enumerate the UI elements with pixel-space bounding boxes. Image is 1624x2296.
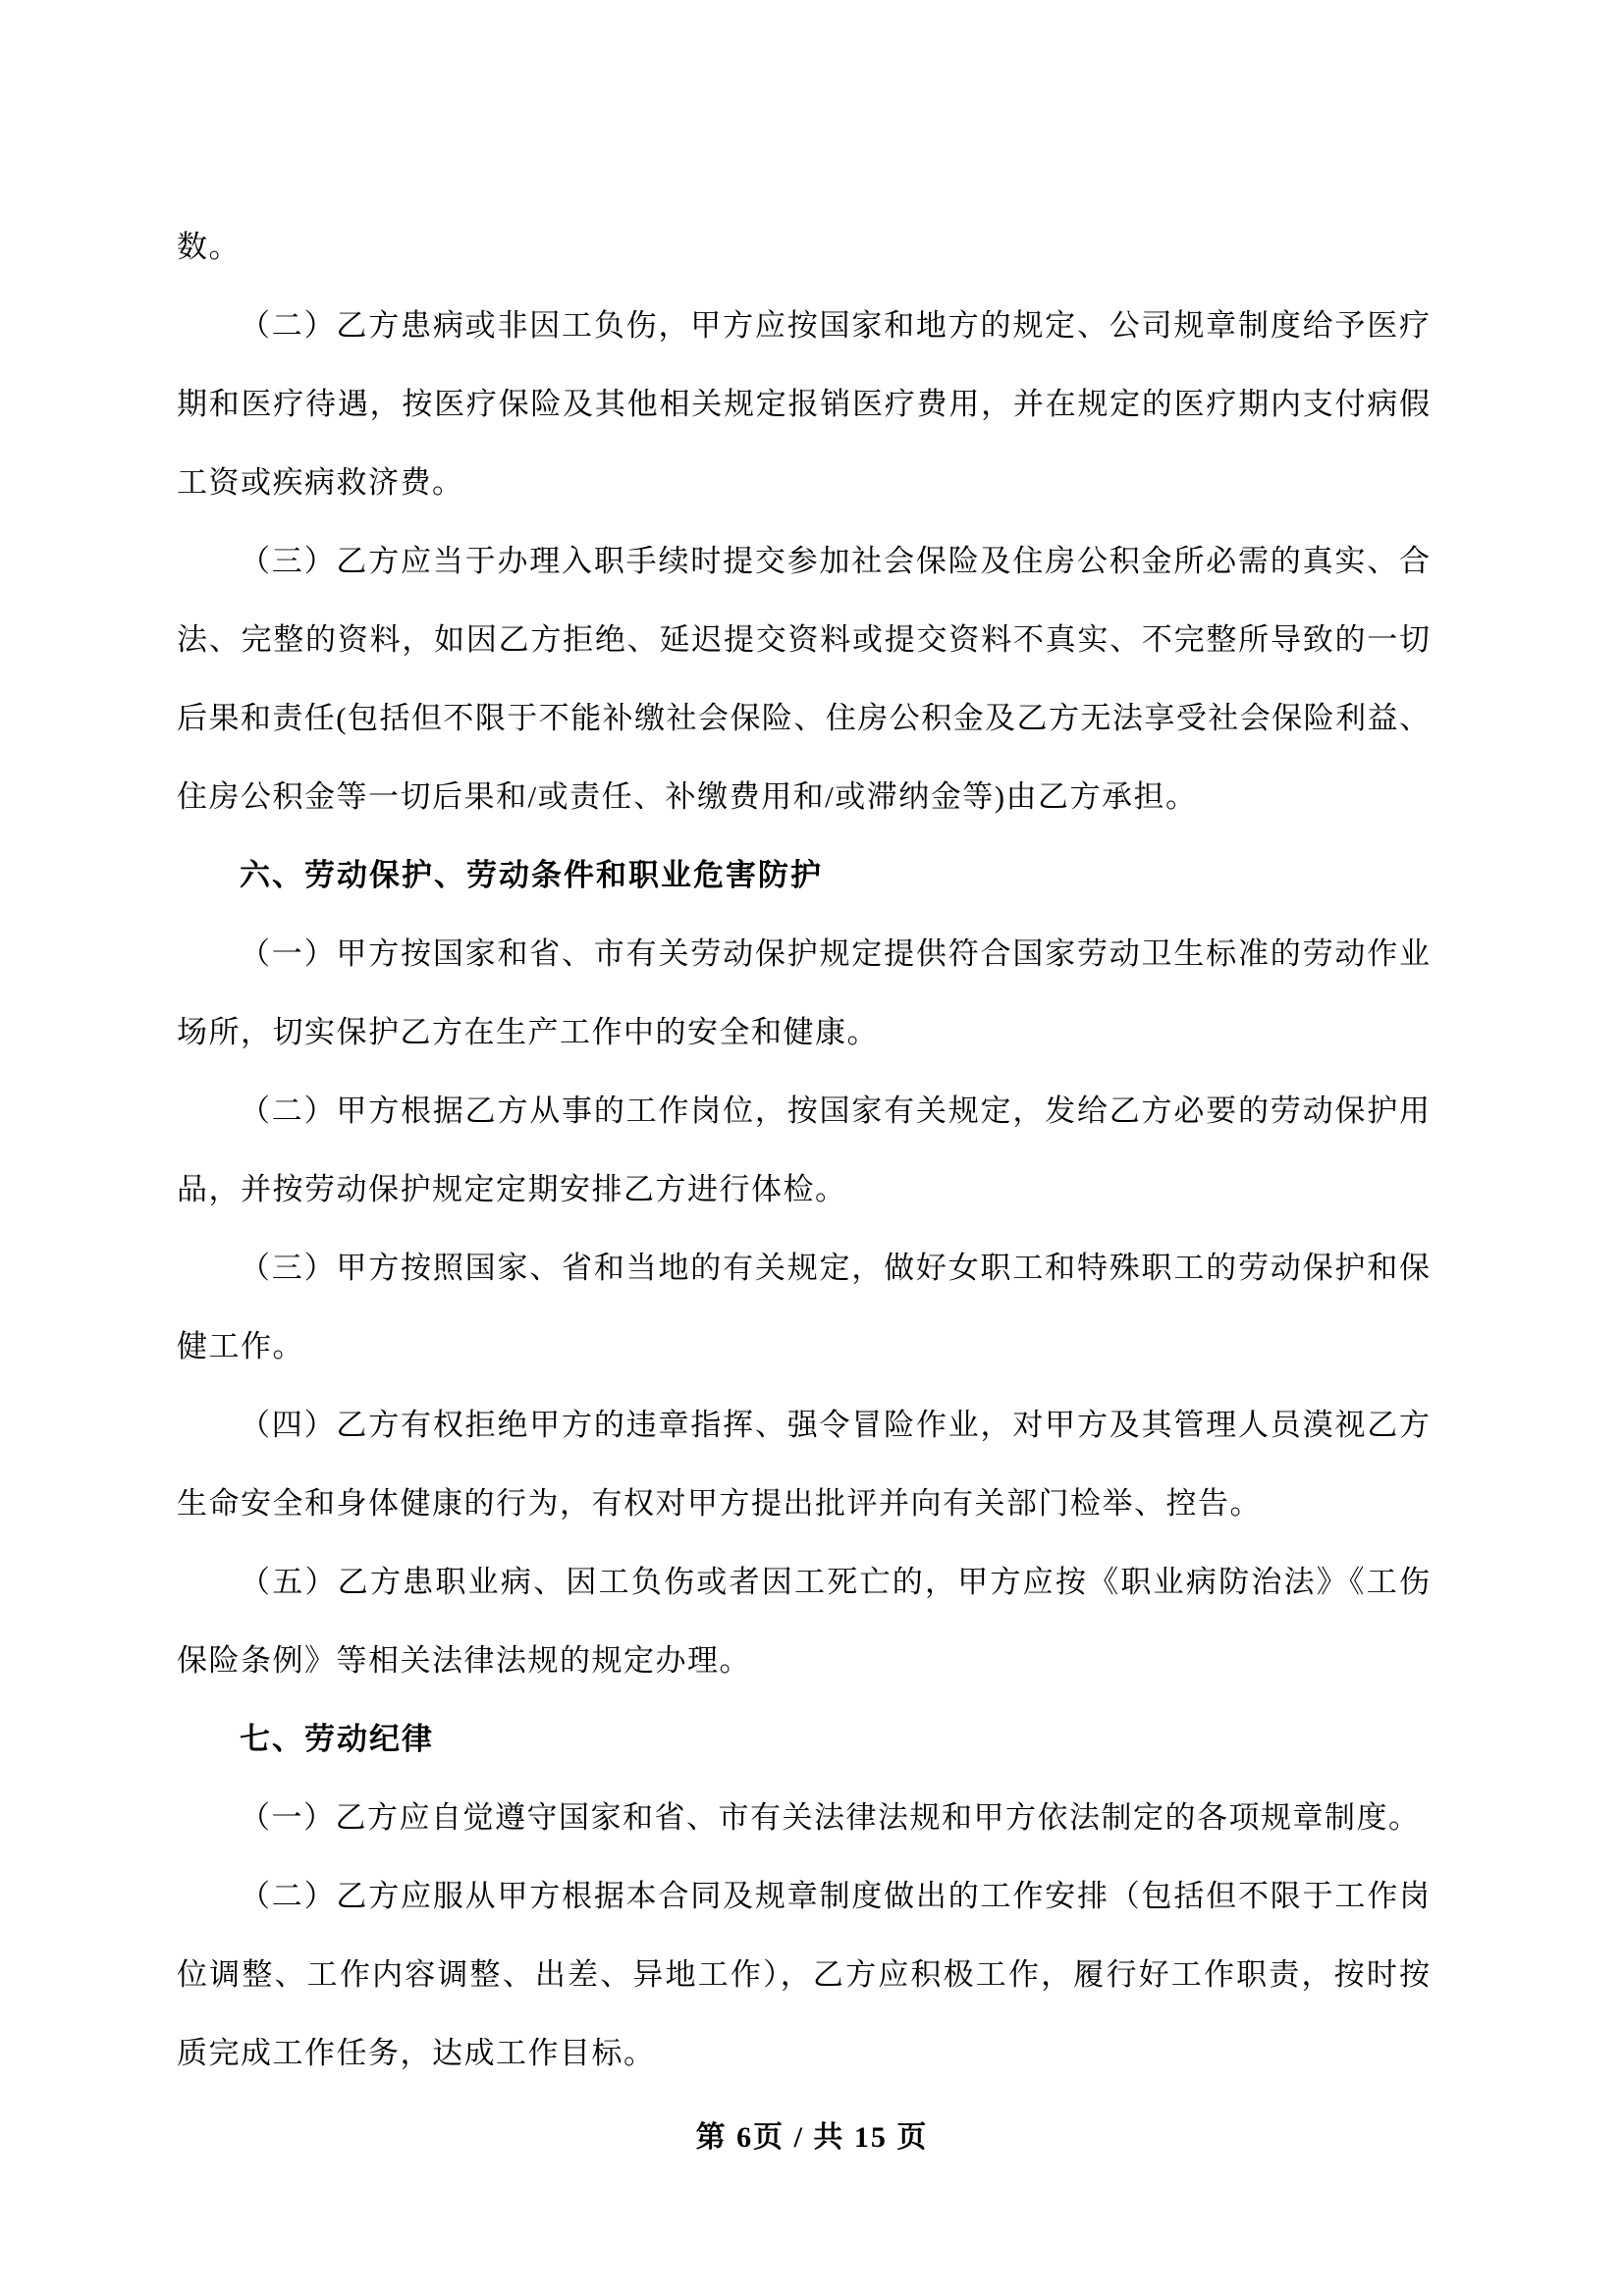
paragraph-line: （三）乙方应当于办理入职手续时提交参加社会保险及住房公积金所必需的真实、合 xyxy=(240,544,1430,578)
paragraph-line: 住房公积金等一切后果和/或责任、补缴费用和/或滞纳金等)由乙方承担。 xyxy=(177,779,1198,814)
paragraph-line: 工资或疾病救济费。 xyxy=(177,465,464,500)
paragraph-line: 后果和责任(包括但不限于不能补缴社会保险、住房公积金及乙方无法享受社会保险利益、 xyxy=(177,701,1430,735)
paragraph-line: （五）乙方患职业病、因工负伤或者因工死亡的，甲方应按《职业病防治法》《工伤 xyxy=(240,1565,1430,1599)
paragraph-line: 法、完整的资料，如因乙方拒绝、延迟提交资料或提交资料不真实、不完整所导致的一切 xyxy=(177,622,1430,657)
paragraph-line: 位调整、工作内容调整、出差、异地工作），乙方应积极工作，履行好工作职责，按时按 xyxy=(177,1957,1430,1992)
page-number: 第 6页 / 共 15 页 xyxy=(695,2121,929,2154)
paragraph-line: （二）乙方患病或非因工负伤，甲方应按国家和地方的规定、公司规章制度给予医疗 xyxy=(240,308,1430,343)
paragraph-line: 期和医疗待遇，按医疗保险及其他相关规定报销医疗费用，并在规定的医疗期内支付病假 xyxy=(177,387,1430,421)
paragraph-line: （二）甲方根据乙方从事的工作岗位，按国家有关规定，发给乙方必要的劳动保护用 xyxy=(240,1094,1430,1128)
paragraph-line: （一）乙方应自觉遵守国家和省、市有关法律法规和甲方依法制定的各项规章制度。 xyxy=(240,1800,1421,1835)
page-footer xyxy=(0,2120,1624,2156)
paragraph-line: 数。 xyxy=(177,230,241,264)
paragraph-line: 健工作。 xyxy=(177,1329,304,1363)
paragraph-line: （四）乙方有权拒绝甲方的违章指挥、强令冒险作业，对甲方及其管理人员漠视乙方 xyxy=(240,1408,1430,1442)
paragraph-line: 保险条例》等相关法律法规的规定办理。 xyxy=(177,1643,751,1678)
section-heading-line: 六、劳动保护、劳动条件和职业危害防护 xyxy=(240,858,823,892)
section-heading-line: 七、劳动纪律 xyxy=(240,1722,434,1756)
paragraph-line: 品，并按劳动保护规定定期安排乙方进行体检。 xyxy=(177,1172,847,1206)
paragraph-line: （二）乙方应服从甲方根据本合同及规章制度做出的工作安排（包括但不限于工作岗 xyxy=(240,1879,1430,1913)
document-body xyxy=(177,208,1430,2093)
paragraph-line: 场所，切实保护乙方在生产工作中的安全和健康。 xyxy=(177,1015,879,1049)
paragraph-line: 质完成工作任务，达成工作目标。 xyxy=(177,2036,656,2070)
paragraph-line: （一）甲方按国家和省、市有关劳动保护规定提供符合国家劳动卫生标准的劳动作业 xyxy=(240,936,1430,971)
paragraph-line: （三）甲方按照国家、省和当地的有关规定，做好女职工和特殊职工的劳动保护和保 xyxy=(240,1251,1430,1285)
paragraph-line: 生命安全和身体健康的行为，有权对甲方提出批评并向有关部门检举、控告。 xyxy=(177,1486,1262,1521)
